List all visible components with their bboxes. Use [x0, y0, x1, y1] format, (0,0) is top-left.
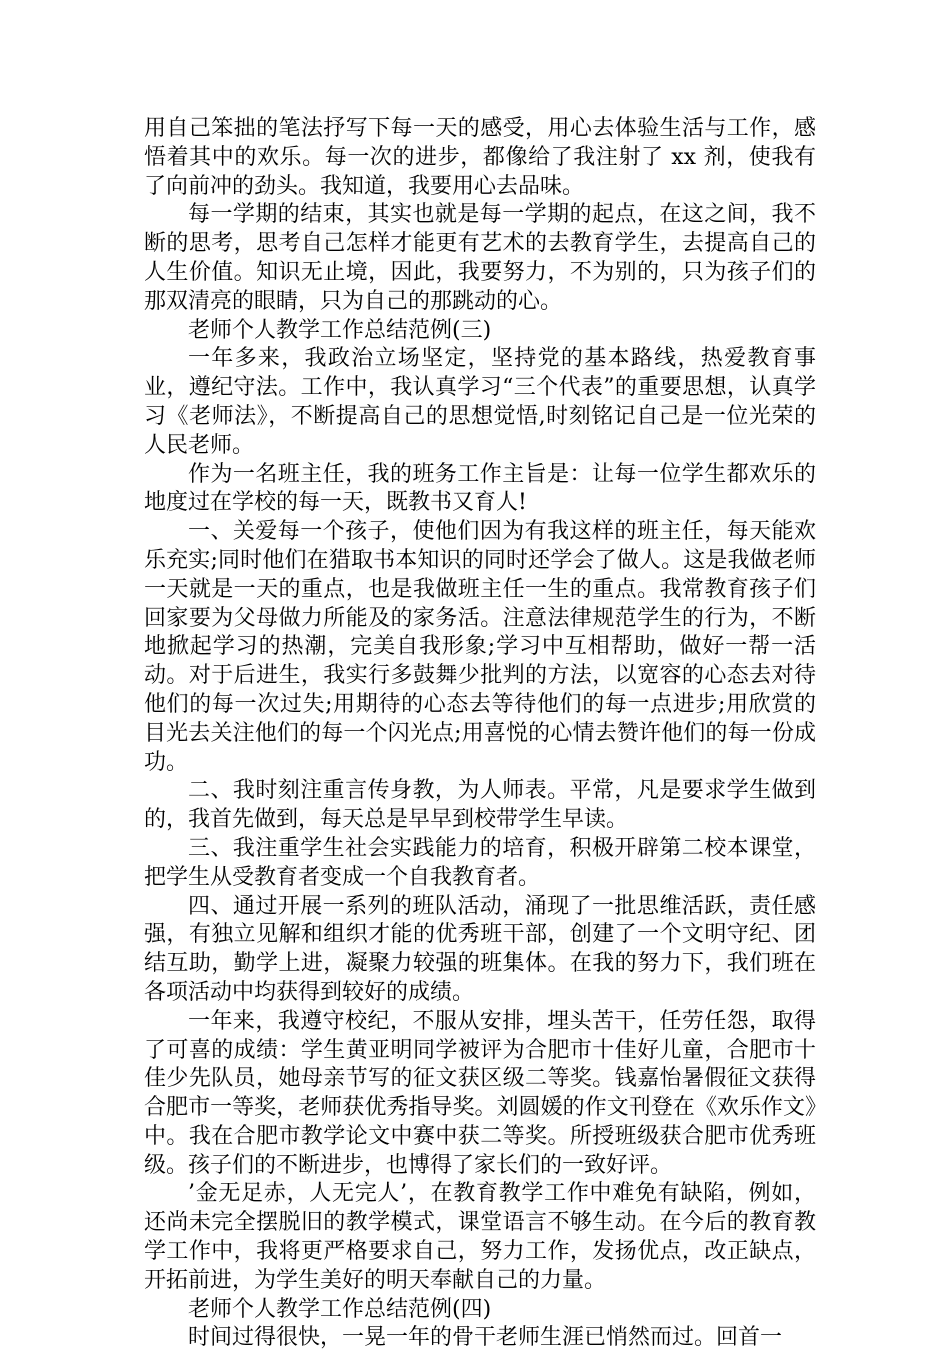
paragraph-8: 三、我注重学生社会实践能力的培育，积极开辟第二校本课堂，把学生从受教育者变成一个自我教育者。: [144, 835, 816, 890]
paragraph-9: 四、通过开展一系列的班队活动，涌现了一批思维活跃，责任感强，有独立见解和组织才能的优秀班干部，创建了一个文明守纪、团结互助，勤学上进，凝聚力较强的班集体。在我的努力下，我们班在各项活动中均获得到较好的成绩。: [144, 893, 816, 1005]
section-heading-4: 老师个人教学工作总结范例(四): [188, 1296, 492, 1322]
paragraph-5: 作为一名班主任，我的班务工作主旨是：让每一位学生都欢乐的地度过在学校的每一天，既教书又育人!: [144, 461, 816, 516]
paragraph-1: 用自己笨拙的笔法抒写下每一天的感受，用心去体验生活与工作，感悟着其中的欢乐。每一次的进步，都像给了我注射了 xx 剂，使我有了向前冲的劲头。我知道，我要用心去品味。: [144, 116, 816, 199]
paragraph-6: 一、关爱每一个孩子，使他们因为有我这样的班主任，每天能欢乐充实;同时他们在猎取书本知识的同时还学会了做人。这是我做老师一天就是一天的重点，也是我做班主任一生的重点。我常教育孩子们回家要为父母做力所能及的家务活。注意法律规范学生的行为，不断地掀起学习的热潮，完美自我形象;学习中互相帮助，做好一帮一活动。对于后进生，我实行多鼓舞少批判的方法，以宽容的心态去对待他们的每一次过失;用期待的心态去等待他们的每一点进步;用欣赏的目光去关注他们的每一个闪光点;用喜悦的心情去赞许他们的每一份成功。: [144, 519, 816, 775]
document-page: [144, 115, 816, 1353]
paragraph-12: 时间过得很快，一晃一年的骨干老师生涯已悄然而过。回首一: [188, 1325, 783, 1351]
paragraph-11: ’金无足赤，人无完人’，在教育教学工作中难免有缺陷，例如，还尚未完全摆脱旧的教学模式，课堂语言不够生动。在今后的教育教学工作中，我将更严格要求自己，努力工作，发扬优点，改正缺点，开拓前进，为学生美好的明天奉献自己的力量。: [144, 1181, 816, 1293]
paragraph-4: 一年多来，我政治立场坚定，坚持党的基本路线，热爱教育事业，遵纪守法。工作中，我认真学习“三个代表”的重要思想，认真学习《老师法》，不断提高自己的思想觉悟,时刻铭记自己是一位光荣的人民老师。: [144, 346, 816, 458]
section-heading-3: 老师个人教学工作总结范例(三): [188, 317, 492, 343]
paragraph-7: 二、我时刻注重言传身教，为人师表。平常，凡是要求学生做到的，我首先做到，每天总是早早到校带学生早读。: [144, 778, 816, 833]
paragraph-10: 一年来，我遵守校纪，不服从安排，埋头苦干，任劳任怨，取得了可喜的成绩：学生黄亚明同学被评为合肥市十佳好儿童，合肥市十佳少先队员，她母亲节写的征文获区级二等奖。钱嘉怡暑假征文获得合肥市一等奖，老师获优秀指导奖。刘圆媛的作文刊登在《欢乐作文》中。我在合肥市教学论文中赛中获二等奖。所授班级获合肥市优秀班级。孩子们的不断进步，也博得了家长们的一致好评。: [144, 1008, 816, 1178]
paragraph-2: 每一学期的结束，其实也就是每一学期的起点，在这之间，我不断的思考，思考自己怎样才能更有艺术的去教育学生，去提高自己的人生价值。知识无止境，因此，我要努力，不为别的，只为孩子们的那双清亮的眼睛，只为自己的那跳动的心。: [144, 202, 816, 314]
